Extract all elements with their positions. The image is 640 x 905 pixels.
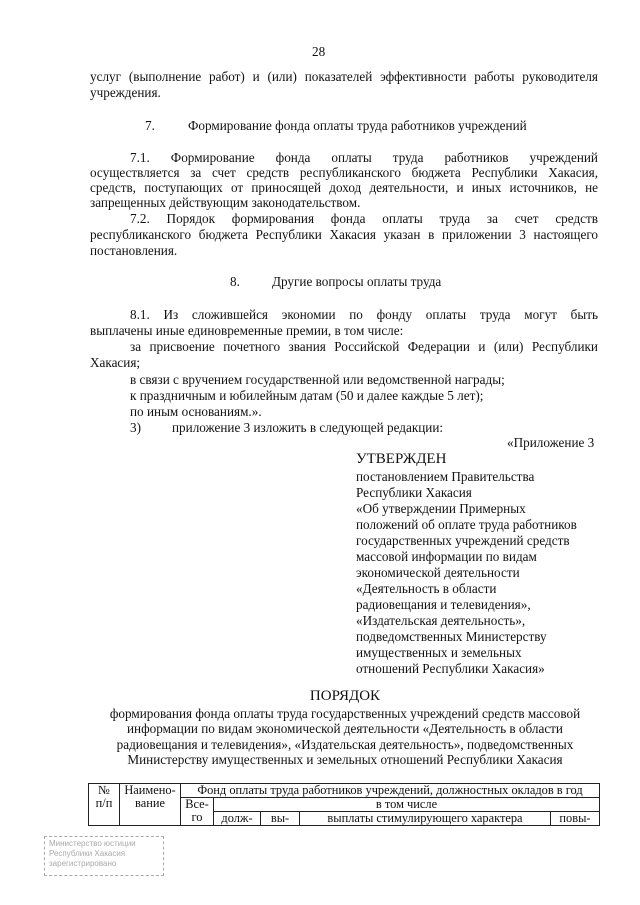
para-7-1-line-1: 7.1. Формирование фонда оплаты труда работников учреждений — [130, 150, 598, 165]
appendix-line: имущественных и земельных — [356, 645, 522, 660]
col-no-line-2: п/п — [95, 796, 113, 810]
col-name-header — [120, 784, 181, 826]
section-7-number: 7. — [145, 118, 155, 133]
col-no-header — [89, 784, 120, 826]
stamp-line: Республики Хакасия — [49, 849, 126, 858]
sub-header-b: вы- — [261, 812, 300, 826]
appendix-lines — [356, 469, 577, 677]
item-1-line-2: Хакасия; — [90, 355, 141, 370]
appendix-line: подведомственных Министерству — [356, 629, 547, 644]
order-line-1: формирования фонда оплаты труда государственных учреждений средств массовой — [109, 706, 581, 721]
sub-header-a: долж- — [214, 812, 261, 826]
para-7-2-line-2: республиканского бюджета Республики Хакасия указан в приложении 3 настоящего — [90, 227, 598, 242]
para-8-1-line-2: выплачены иные единовременные премии, в том числе: — [90, 323, 404, 338]
continuation-line-2: учреждения. — [90, 85, 161, 100]
col-no-line-1: № — [98, 783, 110, 797]
fund-table — [88, 783, 600, 826]
appendix-line: радиовещания и телевидения», — [356, 597, 531, 612]
item-4: по иным основаниям.». — [130, 404, 262, 419]
para-7-2-line-1: 7.2. Порядок формирования фонда оплаты труда за счет средств — [130, 211, 598, 226]
order-line-3: радиовещания и телевидения», «Издательская деятельность», подведомственных — [116, 737, 574, 752]
appendix-line: государственных учреждений средств — [356, 533, 570, 548]
appendix-line: отношений Республики Хакасия» — [356, 661, 545, 676]
appendix-line: Республики Хакасия — [356, 485, 472, 500]
appendix-line: «Издательская деятельность», — [356, 613, 526, 628]
sub-header-c: выплаты стимулирующего характера — [300, 812, 551, 826]
col-total-header — [181, 798, 214, 826]
para-7-1-line-3: средств, поступающих от приносящей доход деятельности, и иных источников, не — [90, 180, 598, 195]
stamp-line: Министерство юстиции — [49, 839, 136, 848]
col-total-line-2: го — [191, 810, 203, 824]
subitem-3-text: приложение 3 изложить в следующей редакции: — [172, 420, 444, 435]
subitem-3-number: 3) — [130, 420, 141, 435]
para-7-2-line-3: постановления. — [90, 243, 178, 258]
appendix-line: постановлением Правительства — [356, 469, 535, 484]
stamp-line: зарегистрировано — [49, 859, 117, 868]
para-7-1-line-4: запрещенных действующим законодательством. — [90, 195, 361, 210]
item-1-line-1: за присвоение почетного звания Российской Федерации и (или) Республики — [130, 339, 598, 354]
fund-header: Фонд оплаты труда работников учреждений, должностных окладов в год — [181, 784, 600, 798]
item-3: к праздничным и юбилейным датам (50 и далее каждые 5 лет); — [130, 388, 484, 403]
incl-header: в том числе — [214, 798, 600, 812]
appendix-line: «Об утверждении Примерных — [356, 501, 526, 516]
para-7-1-line-2: осуществляется за счет средств республиканского бюджета Республики Хакасия, — [90, 165, 598, 180]
appendix-line: экономической деятельности — [356, 565, 520, 580]
col-total-line-1: Все- — [185, 797, 209, 811]
item-2: в связи с вручением государственной или ведомственной награды; — [130, 372, 505, 387]
col-name-line-2: вание — [135, 796, 165, 810]
order-title: ПОРЯДОК — [309, 688, 381, 704]
para-8-1-line-1: 8.1. Из сложившейся экономии по фонду оплаты труда могут быть — [130, 307, 598, 322]
order-line-4: Министерству имущественных и земельных отношений Республики Хакасия — [127, 752, 563, 767]
page-number: 28 — [312, 44, 326, 59]
col-name-line-1: Наимено- — [124, 783, 176, 797]
registration-stamp — [44, 836, 164, 876]
appendix-line: массовой информации по видам — [356, 549, 537, 564]
table-row — [89, 784, 600, 798]
approved-heading: УТВЕРЖДЕН — [356, 451, 447, 467]
appendix-line: «Деятельность в области — [356, 581, 497, 596]
sub-header-d: повы- — [551, 812, 600, 826]
appendix-line: положений об оплате труда работников — [356, 517, 577, 532]
section-8-title: Другие вопросы оплаты труда — [272, 274, 442, 289]
appendix-label: «Приложение 3 — [507, 435, 595, 450]
continuation-line-1: услуг (выполнение работ) и (или) показателей эффективности работы руководителя — [90, 69, 598, 84]
section-8-number: 8. — [230, 274, 240, 289]
order-line-2: информации по видам экономической деятельности «Деятельность в области — [127, 721, 563, 736]
section-7-title: Формирование фонда оплаты труда работников учреждений — [188, 118, 527, 133]
